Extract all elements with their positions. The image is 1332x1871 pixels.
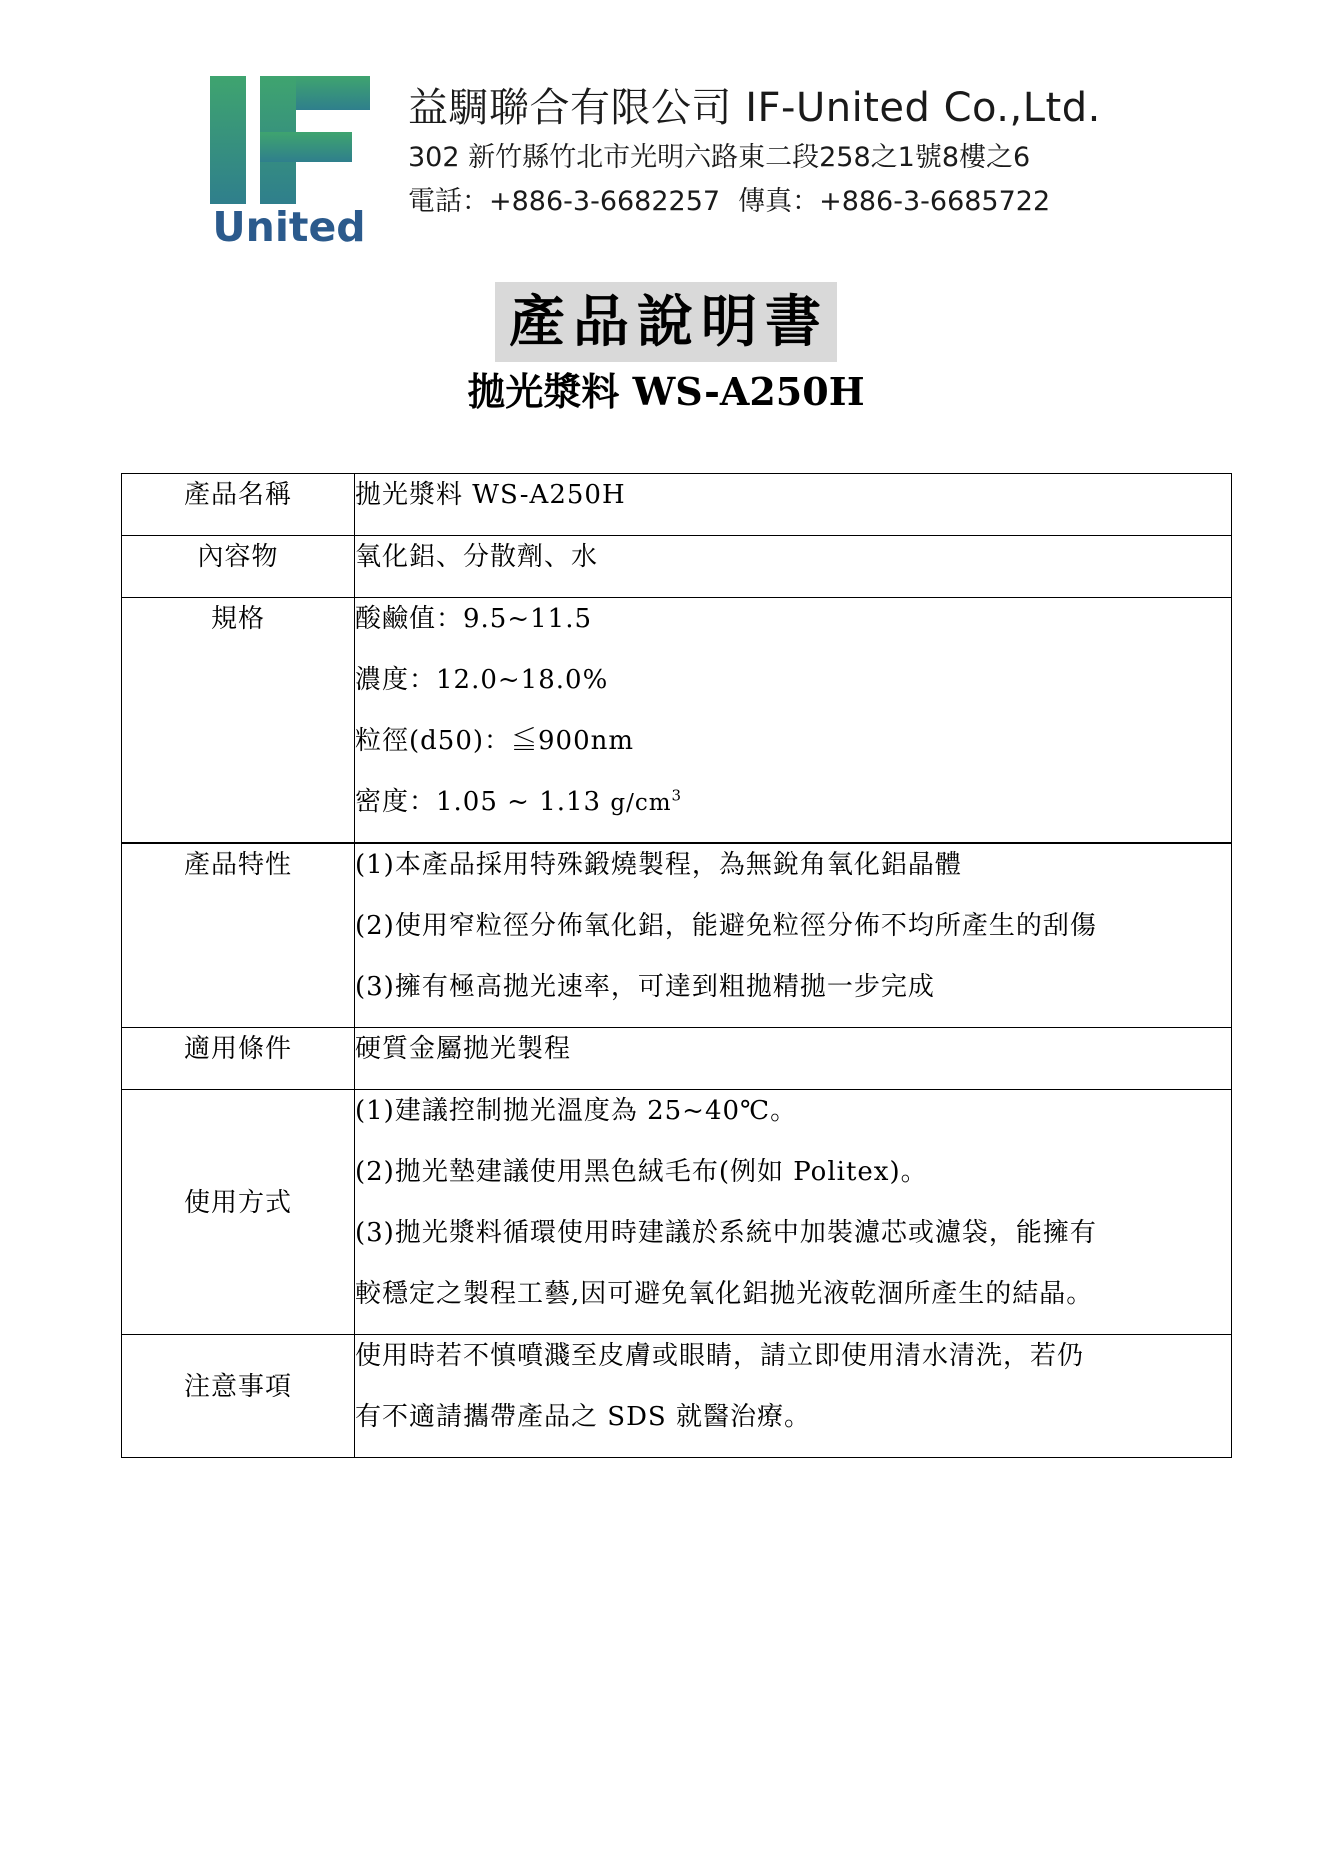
table-row <box>122 1028 1232 1090</box>
row-value <box>355 598 1232 844</box>
row-label: 產品名稱 <box>122 474 355 536</box>
product-spec-table <box>121 473 1232 1458</box>
row-value: 硬質金屬拋光製程 <box>355 1028 1232 1090</box>
row-value: (1)建議控制拋光溫度為 25~40℃。 (2)拋光墊建議使用黑色絨毛布(例如 Politex)。 (3)拋光漿料循環使用時建議於系統中加裝濾芯或濾袋，能擁有 較穩定之製程工藝,因可避免氧化鋁拋光液乾涸所產生的結晶。 <box>355 1090 1232 1335</box>
company-phone: 電話：+886-3-6682257 <box>408 186 721 217</box>
table-row <box>122 843 1232 1028</box>
table-row <box>122 1335 1232 1458</box>
company-contact <box>408 180 1101 224</box>
row-label: 產品特性 <box>122 843 355 1028</box>
table-row <box>122 536 1232 598</box>
table-row <box>122 1090 1232 1335</box>
spec-ph: 酸鹼值：9.5~11.5 <box>355 604 593 634</box>
logo-word: United <box>212 203 366 246</box>
company-name: 益騆聯合有限公司 IF-United Co.,Ltd. <box>408 85 1101 131</box>
page-title: 產品說明書 <box>495 282 837 362</box>
row-value: 拋光漿料 WS-A250H <box>355 474 1232 536</box>
table-row <box>122 598 1232 844</box>
row-label: 注意事項 <box>122 1335 355 1458</box>
company-fax: 傳真：+886-3-6685722 <box>738 186 1051 217</box>
row-label: 使用方式 <box>122 1090 355 1335</box>
row-value: 使用時若不慎噴濺至皮膚或眼睛，請立即使用清水清洗，若仍 有不適請攜帶產品之 SDS 就醫治療。 <box>355 1335 1232 1458</box>
row-label: 內容物 <box>122 536 355 598</box>
spec-particle: 粒徑(d50)：≦900nm <box>355 726 635 756</box>
if-united-logo <box>208 76 370 246</box>
spec-concentration: 濃度：12.0~18.0% <box>355 665 609 695</box>
row-value: (1)本產品採用特殊鍛燒製程，為無銳角氧化鋁晶體 (2)使用窄粒徑分佈氧化鋁，能避免粒徑分佈不均所產生的刮傷 (3)擁有極高拋光速率，可達到粗拋精拋一步完成 <box>355 843 1232 1028</box>
spec-density: 密度：1.05 ~ 1.13 $g/cm^3$ <box>355 786 683 817</box>
company-info <box>408 80 1101 224</box>
row-value: 氧化鋁、分散劑、水 <box>355 536 1232 598</box>
row-label: 適用條件 <box>122 1028 355 1090</box>
company-address: 302 新竹縣竹北市光明六路東二段258之1號8樓之6 <box>408 142 1031 173</box>
product-subtitle: 拋光漿料 WS-A250H <box>467 369 865 414</box>
table-row <box>122 474 1232 536</box>
row-label: 規格 <box>122 598 355 844</box>
title-wrap <box>0 282 1332 362</box>
